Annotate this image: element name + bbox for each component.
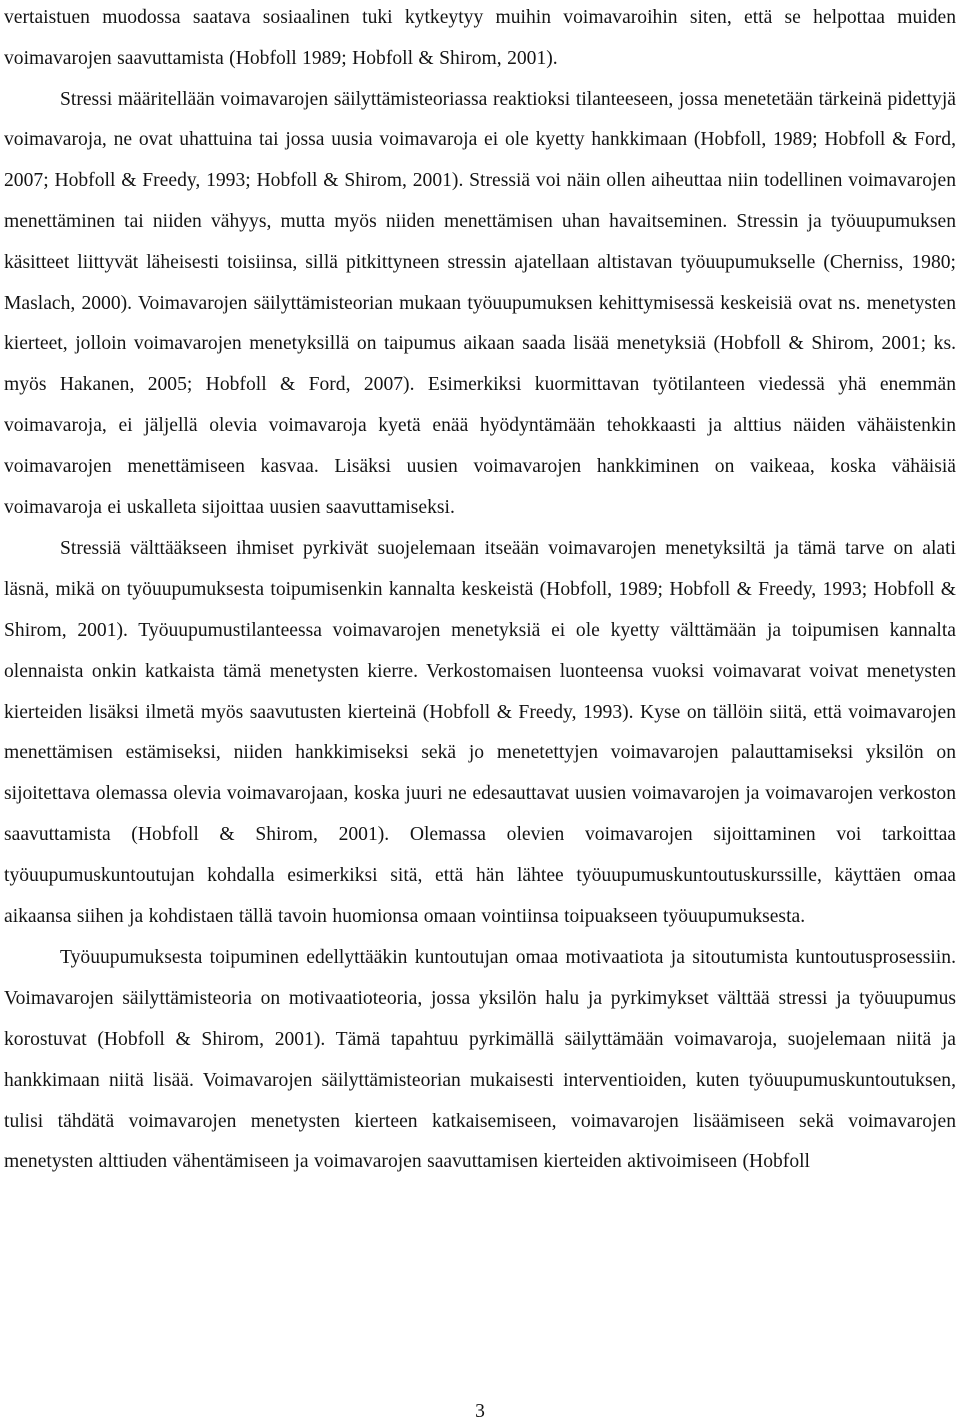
paragraph-2: Stressi määritellään voimavarojen säilyttämisteoriassa reaktioksi tilanteeseen, jossa menetetään tärkeinä pidettyjä voimavaroja, ne ovat uhattuina tai jossa uusia voimavaroja ei ole kyetty hankkimaan (Hobfoll, 1989; Hobfoll & Ford, 2007; Hobfoll & Freedy, 1993; Hobfoll & Shirom, 2001). Stressiä voi näin ollen aiheuttaa niin todellinen voimavarojen menettäminen tai niiden vähyys, mutta myös niiden menettämisen uhan havaitseminen. Stressin ja työuupumuksen käsitteet liittyvät läheisesti toisiinsa, sillä pitkittyneen stressin ajatellaan altistavan työuupumukselle (Cherniss, 1980; Maslach, 2000). Voimavarojen säilyttämisteorian mukaan työuupumuksen kehittymisessä keskeisiä ovat ns. menetysten kierteet, jolloin voimavarojen menetyksillä on taipumus aikaan saada lisää menetyksiä (Hobfoll & Shirom, 2001; ks. myös Hakanen, 2005; Hobfoll & Ford, 2007). Esimerkiksi kuormittavan työtilanteen viedessä yhä enemmän voimavaroja, ei jäljellä olevia voimavaroja kyetä enää hyödyntämään tehokkaasti ja alttius näiden vähäistenkin voimavarojen menettämiseen kasvaa. Lisäksi uusien voimavarojen hankkiminen on vaikeaa, koska vähäisiä voimavaroja ei uskalleta sijoittaa uusien saavuttamiseksi.	[4, 88, 956, 518]
paragraph-3: Stressiä välttääkseen ihmiset pyrkivät suojelemaan itseään voimavarojen menetyksiltä ja tämä tarve on alati läsnä, mikä on työuupumuksesta toipumisenkin kannalta keskeistä (Hobfoll, 1989; Hobfoll & Freedy, 1993; Hobfoll & Shirom, 2001). Työuupumustilanteessa voimavarojen menetyksiä ei ole kyetty välttämään ja toipumisen kannalta olennaista onkin katkaista tämä menetysten kierre. Verkostomaisen luonteensa vuoksi voimavarat voivat menetysten kierteiden lisäksi ilmetä myös saavutusten kierteinä (Hobfoll & Freedy, 1993). Kyse on tällöin siitä, että voimavarojen menettämisen estämiseksi, niiden hankkimiseksi sekä jo menetettyjen voimavarojen palauttamiseksi yksilön on sijoitettava olemassa olevia voimavarojaan, koska juuri ne edesauttavat uusien voimavarojen ja voimavarojen verkoston saavuttamista (Hobfoll & Shirom, 2001). Olemassa olevien voimavarojen sijoittaminen voi tarkoittaa työuupumuskuntoutujan kohdalla esimerkiksi sitä, että hän lähtee työuupumuskuntoutuskurssille, käyttäen omaa aikaansa siihen ja kohdistaen tällä tavoin huomionsa omaan vointiinsa toipuakseen työuupumuksesta.	[4, 538, 956, 927]
page-number: 3	[475, 1401, 485, 1422]
paragraph-4: Työuupumuksesta toipuminen edellyttääkin kuntoutujan omaa motivaatiota ja sitoutumista kuntoutusprosessiin. Voimavarojen säilyttämisteoria on motivaatioteoria, jossa yksilön halu ja pyrkimykset välttää stressi ja työuupumus korostuvat (Hobfoll & Shirom, 2001). Tämä tapahtuu pyrkimällä säilyttämään voimavaroja, suojelemaan niitä ja hankkimaan niitä lisää. Voimavarojen säilyttämisteorian mukaisesti interventioiden, kuten työuupumuskuntoutuksen, tulisi tähdätä voimavarojen menetysten kierteen katkaisemiseen, voimavarojen lisäämiseen sekä voimavarojen menetysten alttiuden vähentämiseen ja voimavarojen saavuttamisen kierteiden aktivoimiseen (Hobfoll	[4, 947, 956, 1173]
document-page	[4, 0, 956, 1183]
paragraph-1: vertaistuen muodossa saatava sosiaalinen tuki kytkeytyy muihin voimavaroihin siten, että se helpottaa muiden voimavarojen saavuttamista (Hobfoll 1989; Hobfoll & Shirom, 2001).	[4, 7, 956, 69]
